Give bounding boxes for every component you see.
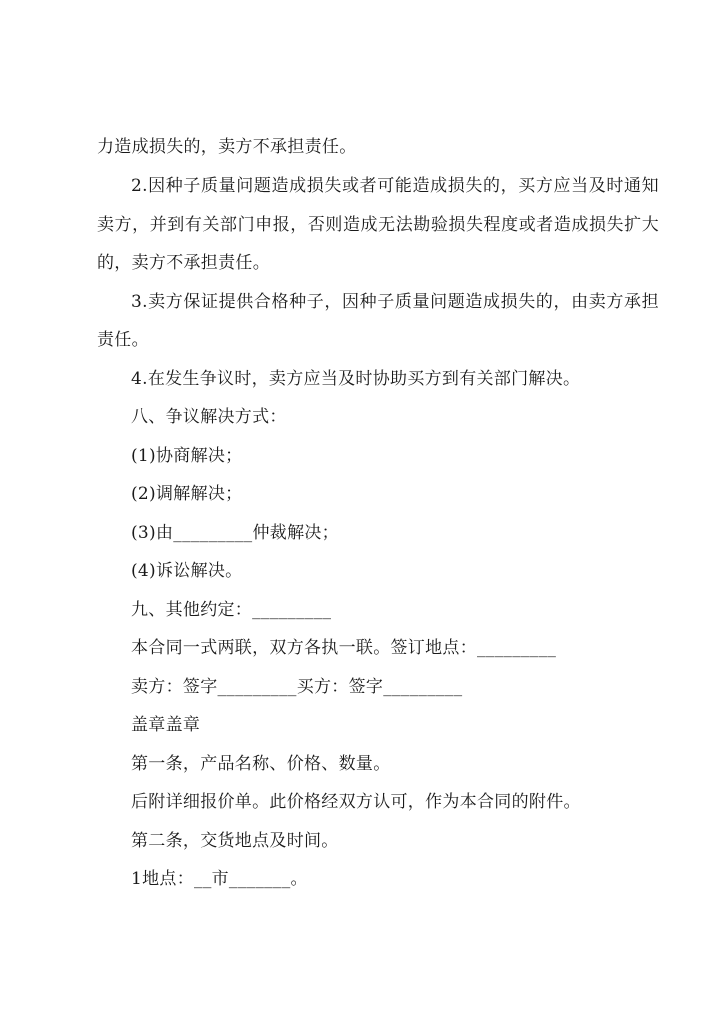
article-2-heading: 第二条，交货地点及时间。 xyxy=(131,831,339,851)
text-line-4: 的，卖方不承担责任。 xyxy=(97,253,270,273)
text-line-20: 1地点：__市_______。 xyxy=(131,869,308,889)
text-line-18: 后附详细报价单。此价格经双方认可，作为本合同的附件。 xyxy=(131,792,581,812)
list-item-1: (1)协商解决； xyxy=(131,446,243,466)
text-line-3: 卖方，并到有关部门申报，否则造成无法勘验损失程度或者造成损失扩大 xyxy=(97,215,659,235)
article-1-heading: 第一条，产品名称、价格、数量。 xyxy=(131,754,391,774)
list-item-3: (3)由_________仲裁解决； xyxy=(131,523,339,543)
list-item-2: (2)调解解决； xyxy=(131,484,243,504)
text-line-5: 3.卖方保证提供合格种子，因种子质量问题造成损失的，由卖方承担 xyxy=(131,292,659,312)
text-line-14: 本合同一式两联，双方各执一联。签订地点：_________ xyxy=(131,638,557,658)
section-heading-9: 九、其他约定：_________ xyxy=(131,600,332,620)
text-line-6: 责任。 xyxy=(97,330,149,350)
text-line-2: 2.因种子质量问题造成损失或者可能造成损失的，买方应当及时通知 xyxy=(131,176,659,196)
seal-line: 盖章盖章 xyxy=(131,715,201,735)
list-item-4: (4)诉讼解决。 xyxy=(131,561,243,581)
text-line-7: 4.在发生争议时，卖方应当及时协助买方到有关部门解决。 xyxy=(131,369,581,389)
signature-line: 卖方：签字_________买方：签字_________ xyxy=(131,677,463,697)
text-line-1: 力造成损失的，卖方不承担责任。 xyxy=(97,137,357,157)
section-heading-8: 八、争议解决方式： xyxy=(131,407,287,427)
